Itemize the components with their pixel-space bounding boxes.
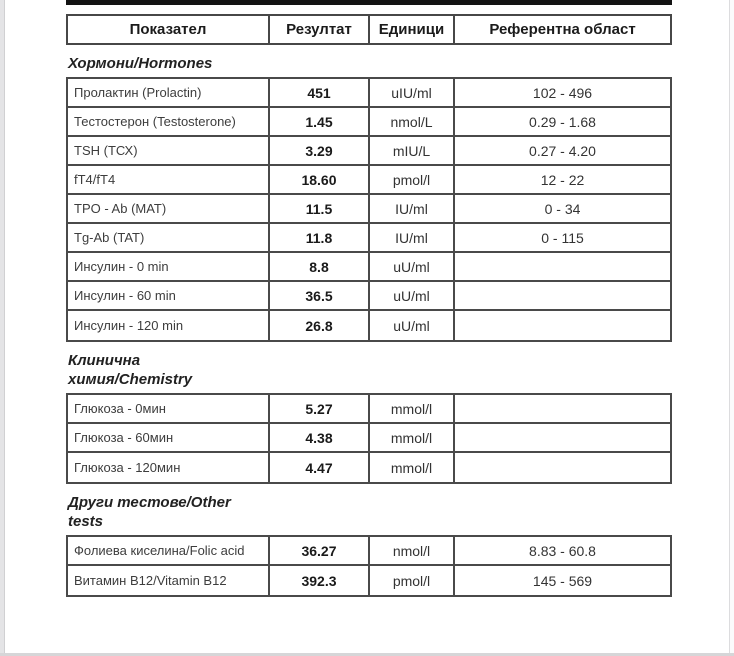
reference-range: 0.27 - 4.20 [529, 142, 596, 159]
result-value: 1.45 [270, 108, 370, 135]
unit-value: pmol/l [370, 566, 455, 595]
parameter-name: Глюкоза - 0мин [68, 395, 270, 422]
report-content [66, 0, 672, 597]
parameter-name: Инсулин - 120 min [68, 311, 270, 340]
parameter-name: Tg-Ab (TAT) [68, 224, 270, 251]
unit-value: uIU/ml [370, 79, 455, 106]
table-row [68, 224, 670, 253]
table-row [68, 395, 670, 424]
right-edge-strip [729, 0, 734, 653]
result-value: 36.5 [270, 282, 370, 309]
report-sections [66, 54, 672, 597]
reference-range: 0 - 115 [541, 229, 584, 246]
reference-range [455, 311, 670, 340]
unit-value: nmol/L [370, 108, 455, 135]
reference-range: 102 - 496 [532, 84, 593, 101]
result-value: 36.27 [270, 537, 370, 564]
report-section [66, 54, 672, 342]
header-indicator: Показател [68, 16, 270, 43]
table-row [68, 166, 670, 195]
reference-range [455, 282, 670, 309]
table-row [68, 137, 670, 166]
parameter-name: Тестостерон (Testosterone) [68, 108, 270, 135]
report-section [66, 493, 672, 597]
table-row [68, 537, 670, 566]
reference-range [455, 424, 670, 451]
parameter-name: Глюкоза - 120мин [68, 453, 270, 482]
result-value: 18.60 [270, 166, 370, 193]
table-row [68, 311, 670, 340]
top-divider-bar [66, 0, 672, 5]
unit-value: mIU/L [370, 137, 455, 164]
unit-value: uU/ml [370, 311, 455, 340]
unit-value: IU/ml [370, 224, 455, 251]
parameter-name: Инсулин - 0 min [68, 253, 270, 280]
table-row [68, 253, 670, 282]
unit-value: mmol/l [370, 453, 455, 482]
table-row [68, 79, 670, 108]
unit-value: uU/ml [370, 282, 455, 309]
result-value: 3.29 [270, 137, 370, 164]
table-row [68, 453, 670, 482]
header-reference: Референтна област [489, 21, 636, 38]
result-value: 4.47 [270, 453, 370, 482]
unit-value: mmol/l [370, 395, 455, 422]
parameter-name: TSH (ТСХ) [68, 137, 270, 164]
unit-value: IU/ml [370, 195, 455, 222]
results-table [66, 393, 672, 484]
table-row [68, 424, 670, 453]
results-table [66, 77, 672, 342]
section-title: Хормони/Hormones [68, 55, 213, 72]
results-table-header [66, 14, 672, 45]
left-edge-strip [0, 0, 5, 653]
header-result: Резултат [270, 16, 370, 43]
result-value: 8.8 [270, 253, 370, 280]
result-value: 4.38 [270, 424, 370, 451]
result-value: 451 [270, 79, 370, 106]
parameter-name: Пролактин (Prolactin) [68, 79, 270, 106]
unit-value: mmol/l [370, 424, 455, 451]
unit-value: nmol/l [370, 537, 455, 564]
result-value: 11.5 [270, 195, 370, 222]
table-row [68, 566, 670, 595]
reference-range: 0.29 - 1.68 [529, 113, 596, 130]
reference-range: 145 - 569 [532, 572, 593, 589]
reference-range: 12 - 22 [540, 171, 585, 188]
reference-range [455, 395, 670, 422]
unit-value: uU/ml [370, 253, 455, 280]
parameter-name: Фолиева киселина/Folic acid [68, 537, 270, 564]
result-value: 5.27 [270, 395, 370, 422]
parameter-name: Инсулин - 60 min [68, 282, 270, 309]
reference-range [455, 453, 670, 482]
result-value: 26.8 [270, 311, 370, 340]
header-units: Единици [370, 16, 455, 43]
result-value: 392.3 [270, 566, 370, 595]
parameter-name: Витамин B12/Vitamin B12 [68, 566, 270, 595]
unit-value: pmol/l [370, 166, 455, 193]
table-row [68, 195, 670, 224]
reference-range: 8.83 - 60.8 [529, 542, 596, 559]
parameter-name: fT4/fT4 [68, 166, 270, 193]
results-table [66, 535, 672, 597]
section-title: Други тестове/Other tests [68, 494, 231, 530]
result-value: 11.8 [270, 224, 370, 251]
reference-range: 0 - 34 [544, 200, 581, 217]
report-section [66, 351, 672, 484]
section-title: Клинична химия/Chemistry [68, 352, 193, 388]
table-row [68, 108, 670, 137]
table-row [68, 282, 670, 311]
parameter-name: TPO - Ab (MAT) [68, 195, 270, 222]
reference-range [455, 253, 670, 280]
parameter-name: Глюкоза - 60мин [68, 424, 270, 451]
